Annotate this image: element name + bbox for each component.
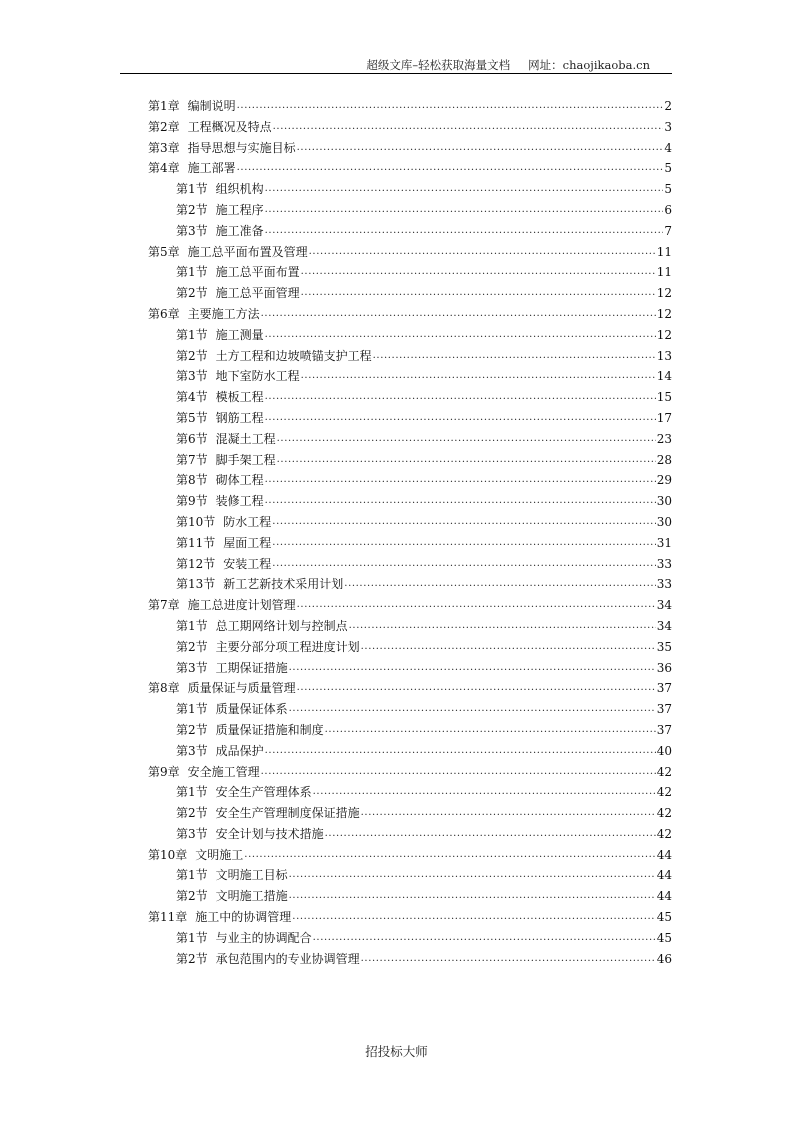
toc-entry-number: 第2节	[176, 951, 208, 966]
toc-entry-title: 承包范围内的专业协调管理	[215, 951, 360, 966]
toc-entry-title: 施工部署	[187, 161, 236, 176]
toc-entry-title: 施工总平面布置	[215, 265, 300, 280]
toc-entry-number: 第1节	[176, 785, 208, 800]
toc-entry-page-number: 2	[664, 99, 672, 113]
toc-dot-leader	[265, 200, 664, 221]
toc-dot-leader	[273, 117, 664, 138]
toc-entry-page-number: 42	[656, 785, 672, 800]
toc-entry-title: 指导思想与实施目标	[187, 140, 296, 155]
toc-entry-title: 安全生产管理体系	[215, 785, 312, 800]
toc-entry-title: 施工总平面管理	[215, 286, 300, 301]
toc-entry-title: 防水工程	[223, 514, 272, 529]
toc-entry-title: 与业主的协调配合	[215, 930, 312, 945]
toc-entry-title: 安全计划与技术措施	[215, 826, 324, 841]
toc-entry-number: 第2节	[176, 889, 208, 904]
toc-dot-leader	[361, 949, 656, 970]
toc-entry-page-number: 30	[656, 494, 672, 509]
toc-entry-page-number: 11	[656, 244, 672, 259]
toc-dot-leader	[261, 304, 656, 325]
toc-entry-title: 主要施工方法	[187, 306, 260, 321]
toc-dot-leader	[325, 720, 656, 741]
toc-entry-number: 第2节	[176, 286, 208, 301]
toc-entry-number: 第5节	[176, 410, 208, 425]
toc-dot-leader	[265, 387, 656, 408]
toc-entry-page-number: 7	[664, 223, 672, 238]
toc-entry-number: 第5章	[148, 244, 180, 259]
toc-dot-leader	[272, 554, 655, 575]
toc-dot-leader	[237, 158, 664, 179]
toc-entry-number: 第1节	[176, 265, 208, 280]
toc-dot-leader	[237, 96, 664, 117]
toc-entry-title: 安装工程	[223, 556, 272, 571]
toc-entry-title: 组织机构	[215, 182, 264, 197]
toc-entry-page-number: 46	[656, 951, 672, 966]
toc-dot-leader	[244, 845, 655, 866]
toc-entry-number: 第7节	[176, 452, 208, 467]
toc-entry-title: 文明施工	[195, 847, 244, 862]
toc-entry-number: 第12节	[176, 556, 216, 571]
toc-entry-page-number: 4	[664, 140, 672, 155]
toc-entry-page-number: 6	[664, 202, 672, 217]
toc-entry-number: 第2节	[176, 202, 208, 217]
toc-dot-leader	[361, 637, 656, 658]
toc-entry-title: 施工中的协调管理	[195, 910, 292, 925]
toc-entry-title: 模板工程	[215, 390, 264, 405]
toc-dot-leader	[361, 803, 656, 824]
toc-section-entry[interactable]	[148, 782, 672, 803]
toc-entry-page-number: 35	[656, 639, 672, 654]
toc-entry-number: 第8节	[176, 473, 208, 488]
toc-dot-leader	[265, 741, 656, 762]
toc-dot-leader	[265, 491, 656, 512]
toc-entry-page-number: 17	[656, 410, 672, 425]
toc-dot-leader	[292, 907, 655, 928]
toc-entry-number: 第2节	[176, 348, 208, 363]
toc-dot-leader	[289, 699, 656, 720]
toc-section-entry[interactable]	[148, 658, 672, 679]
toc-section-entry[interactable]	[148, 554, 672, 575]
toc-entry-number: 第2节	[176, 806, 208, 821]
toc-entry-title: 编制说明	[187, 99, 236, 113]
toc-dot-leader	[297, 595, 656, 616]
toc-entry-page-number: 12	[656, 286, 672, 301]
toc-dot-leader	[289, 658, 656, 679]
toc-entry-number: 第3节	[176, 660, 208, 675]
toc-chapter-entry[interactable]	[148, 96, 672, 117]
toc-entry-page-number: 5	[664, 161, 672, 176]
toc-entry-number: 第3节	[176, 223, 208, 238]
toc-entry-number: 第10章	[148, 847, 188, 862]
toc-entry-title: 施工总平面布置及管理	[187, 244, 308, 259]
toc-dot-leader	[309, 242, 656, 263]
toc-entry-title: 钢筋工程	[215, 410, 264, 425]
toc-section-entry[interactable]	[148, 533, 672, 554]
toc-entry-page-number: 30	[656, 514, 672, 529]
toc-dot-leader	[277, 450, 656, 471]
toc-entry-number: 第4章	[148, 161, 180, 176]
toc-entry-title: 施工程序	[215, 202, 264, 217]
toc-entry-title: 文明施工措施	[215, 889, 288, 904]
toc-dot-leader	[325, 824, 656, 845]
toc-dot-leader	[265, 221, 664, 242]
toc-entry-title: 地下室防水工程	[215, 369, 300, 384]
toc-section-entry[interactable]	[148, 346, 672, 367]
toc-entry-title: 安全施工管理	[187, 764, 260, 779]
toc-entry-page-number: 37	[656, 681, 672, 696]
toc-entry-title: 成品保护	[215, 743, 264, 758]
toc-entry-number: 第1章	[148, 99, 180, 113]
toc-entry-number: 第13节	[176, 577, 216, 592]
toc-entry-title: 质量保证与质量管理	[187, 681, 296, 696]
toc-section-entry[interactable]	[148, 824, 672, 845]
toc-entry-number: 第1节	[176, 930, 208, 945]
toc-entry-number: 第11节	[176, 535, 216, 550]
toc-section-entry[interactable]	[148, 803, 672, 824]
toc-chapter-entry[interactable]	[148, 595, 672, 616]
toc-entry-title: 施工总进度计划管理	[187, 598, 296, 613]
toc-entry-number: 第3章	[148, 140, 180, 155]
toc-dot-leader	[297, 678, 656, 699]
toc-dot-leader	[289, 865, 656, 886]
toc-entry-page-number: 34	[656, 598, 672, 613]
toc-section-entry[interactable]	[148, 699, 672, 720]
toc-entry-page-number: 12	[656, 327, 672, 342]
toc-entry-title: 装修工程	[215, 494, 264, 509]
page-header	[0, 57, 650, 73]
toc-dot-leader	[313, 782, 656, 803]
toc-entry-title: 混凝土工程	[215, 431, 276, 446]
toc-entry-page-number: 11	[656, 265, 672, 280]
toc-section-entry[interactable]	[148, 221, 672, 242]
toc-entry-number: 第1节	[176, 702, 208, 717]
toc-entry-number: 第7章	[148, 598, 180, 613]
page-footer: 招投标大师	[365, 1044, 428, 1059]
toc-entry-title: 脚手架工程	[215, 452, 276, 467]
toc-chapter-entry[interactable]	[148, 117, 672, 138]
toc-section-entry[interactable]	[148, 179, 672, 200]
toc-entry-page-number: 36	[656, 660, 672, 675]
toc-entry-number: 第11章	[148, 910, 188, 925]
toc-section-entry[interactable]	[148, 387, 672, 408]
toc-entry-title: 砌体工程	[215, 473, 264, 488]
toc-entry-page-number: 14	[656, 369, 672, 384]
header-site-url: 网址：chaojikaoba.cn	[528, 58, 650, 72]
toc-chapter-entry[interactable]	[148, 678, 672, 699]
toc-dot-leader	[313, 928, 656, 949]
toc-section-entry[interactable]	[148, 616, 672, 637]
toc-entry-number: 第3节	[176, 826, 208, 841]
toc-chapter-entry[interactable]	[148, 762, 672, 783]
toc-section-entry[interactable]	[148, 283, 672, 304]
toc-entry-page-number: 42	[656, 806, 672, 821]
toc-entry-title: 质量保证体系	[215, 702, 288, 717]
toc-entry-title: 质量保证措施和制度	[215, 722, 324, 737]
toc-entry-page-number: 5	[664, 182, 672, 197]
toc-entry-number: 第3节	[176, 743, 208, 758]
toc-entry-page-number: 45	[656, 930, 672, 945]
toc-dot-leader	[301, 283, 656, 304]
toc-entry-page-number: 44	[656, 847, 672, 862]
toc-entry-page-number: 33	[656, 577, 672, 592]
toc-entry-title: 文明施工目标	[215, 868, 288, 883]
toc-entry-title: 土方工程和边坡喷锚支护工程	[215, 348, 372, 363]
toc-entry-title: 安全生产管理制度保证措施	[215, 806, 360, 821]
toc-chapter-entry[interactable]	[148, 845, 672, 866]
toc-chapter-entry[interactable]	[148, 907, 672, 928]
toc-entry-page-number: 33	[656, 556, 672, 571]
toc-chapter-entry[interactable]	[148, 138, 672, 159]
toc-dot-leader	[265, 325, 656, 346]
toc-dot-leader	[297, 138, 664, 159]
toc-entry-page-number: 40	[656, 743, 672, 758]
toc-dot-leader	[272, 512, 655, 533]
toc-section-entry[interactable]	[148, 574, 672, 595]
toc-dot-leader	[301, 366, 656, 387]
toc-entry-number: 第1节	[176, 618, 208, 633]
toc-section-entry[interactable]	[148, 325, 672, 346]
toc-entry-title: 工期保证措施	[215, 660, 288, 675]
toc-entry-number: 第8章	[148, 681, 180, 696]
toc-section-entry[interactable]	[148, 637, 672, 658]
toc-chapter-entry[interactable]	[148, 242, 672, 263]
toc-dot-leader	[261, 762, 656, 783]
toc-dot-leader	[265, 179, 664, 200]
toc-entry-page-number: 44	[656, 889, 672, 904]
toc-entry-title: 总工期网络计划与控制点	[215, 618, 348, 633]
toc-entry-number: 第1节	[176, 182, 208, 197]
toc-section-entry[interactable]	[148, 949, 672, 970]
toc-entry-number: 第1节	[176, 868, 208, 883]
toc-entry-number: 第3节	[176, 369, 208, 384]
toc-entry-number: 第10节	[176, 514, 216, 529]
toc-dot-leader	[289, 886, 656, 907]
toc-dot-leader	[265, 470, 656, 491]
toc-entry-page-number: 42	[656, 826, 672, 841]
toc-section-entry[interactable]	[148, 741, 672, 762]
toc-entry-page-number: 45	[656, 910, 672, 925]
toc-section-entry[interactable]	[148, 366, 672, 387]
toc-entry-page-number: 23	[656, 431, 672, 446]
toc-entry-page-number: 29	[656, 473, 672, 488]
toc-entry-title: 施工测量	[215, 327, 264, 342]
toc-entry-page-number: 34	[656, 618, 672, 633]
toc-entry-title: 新工艺新技术采用计划	[223, 577, 344, 592]
header-divider	[120, 73, 672, 74]
toc-section-entry[interactable]	[148, 865, 672, 886]
toc-section-entry[interactable]	[148, 491, 672, 512]
toc-entry-page-number: 37	[656, 722, 672, 737]
toc-entry-page-number: 3	[664, 119, 672, 134]
toc-section-entry[interactable]	[148, 720, 672, 741]
toc-entry-number: 第2节	[176, 722, 208, 737]
toc-chapter-entry[interactable]	[148, 304, 672, 325]
toc-entry-number: 第6章	[148, 306, 180, 321]
toc-entry-number: 第6节	[176, 431, 208, 446]
toc-entry-title: 工程概况及特点	[187, 119, 272, 134]
toc-dot-leader	[277, 429, 656, 450]
toc-entry-number: 第9章	[148, 764, 180, 779]
toc-entry-title: 主要分部分项工程进度计划	[215, 639, 360, 654]
toc-entry-number: 第2章	[148, 119, 180, 134]
toc-dot-leader	[349, 616, 656, 637]
table-of-contents	[148, 96, 672, 969]
toc-dot-leader	[344, 574, 655, 595]
toc-section-entry[interactable]	[148, 200, 672, 221]
toc-entry-number: 第2节	[176, 639, 208, 654]
toc-section-entry[interactable]	[148, 262, 672, 283]
toc-entry-number: 第4节	[176, 390, 208, 405]
toc-entry-number: 第9节	[176, 494, 208, 509]
toc-entry-page-number: 28	[656, 452, 672, 467]
toc-section-entry[interactable]	[148, 470, 672, 491]
toc-entry-page-number: 31	[656, 535, 672, 550]
toc-section-entry[interactable]	[148, 429, 672, 450]
toc-entry-page-number: 13	[656, 348, 672, 363]
toc-dot-leader	[301, 262, 656, 283]
toc-dot-leader	[265, 408, 656, 429]
toc-section-entry[interactable]	[148, 512, 672, 533]
toc-entry-page-number: 12	[656, 306, 672, 321]
toc-section-entry[interactable]	[148, 928, 672, 949]
toc-dot-leader	[272, 533, 655, 554]
toc-entry-page-number: 15	[656, 390, 672, 405]
toc-entry-page-number: 42	[656, 764, 672, 779]
toc-entry-title: 屋面工程	[223, 535, 272, 550]
toc-dot-leader	[373, 346, 656, 367]
toc-chapter-entry[interactable]	[148, 158, 672, 179]
toc-entry-number: 第1节	[176, 327, 208, 342]
header-site-name: 超级文库–轻松获取海量文档	[366, 58, 511, 72]
toc-section-entry[interactable]	[148, 886, 672, 907]
toc-entry-page-number: 37	[656, 702, 672, 717]
toc-section-entry[interactable]	[148, 408, 672, 429]
toc-section-entry[interactable]	[148, 450, 672, 471]
toc-entry-page-number: 44	[656, 868, 672, 883]
toc-entry-title: 施工准备	[215, 223, 264, 238]
